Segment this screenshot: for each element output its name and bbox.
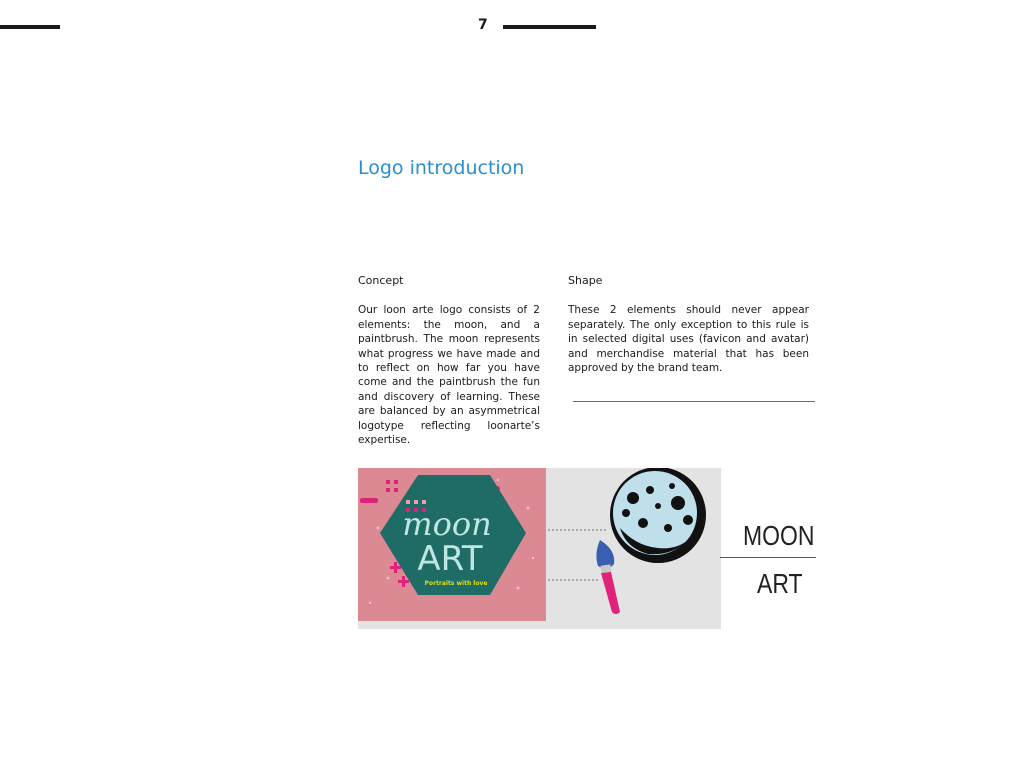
header-rule-right xyxy=(503,25,596,29)
logo-script-word: moon xyxy=(402,505,492,543)
logo-badge xyxy=(358,468,546,621)
header-rule-left xyxy=(0,25,60,29)
wordmark-top: MOON xyxy=(743,520,815,551)
section-title: Logo introduction xyxy=(358,157,525,179)
concept-body: Our loon arte logo consists of 2 elements: the moon, and a paintbrush. The moon represents what progress we have made and to reflect on how far you have come and the paintbrush the fun and discovery of learning. These are balanced by an asymmetrical logotype reflecting loonarte’s expertise. xyxy=(358,304,540,447)
logo-block-word: ART xyxy=(417,539,483,579)
concept-heading: Concept xyxy=(358,274,404,287)
moon-icon xyxy=(610,468,706,563)
paintbrush-icon xyxy=(596,540,620,614)
shape-body: These 2 elements should never appear separately. The only exception to this rule is in selected digital uses (favicon and avatar) and merchandise material that has been approved by the brand team. xyxy=(568,304,809,375)
shape-heading: Shape xyxy=(568,274,603,287)
page-number: 7 xyxy=(478,17,488,33)
wordmark-divider xyxy=(720,557,816,558)
concept-column xyxy=(358,274,540,447)
logo-tagline: Portraits with love xyxy=(424,580,488,587)
shape-divider xyxy=(573,401,815,402)
logo-artwork xyxy=(358,468,546,621)
shape-column xyxy=(568,274,809,375)
wordmark-bottom: ART xyxy=(757,568,803,599)
